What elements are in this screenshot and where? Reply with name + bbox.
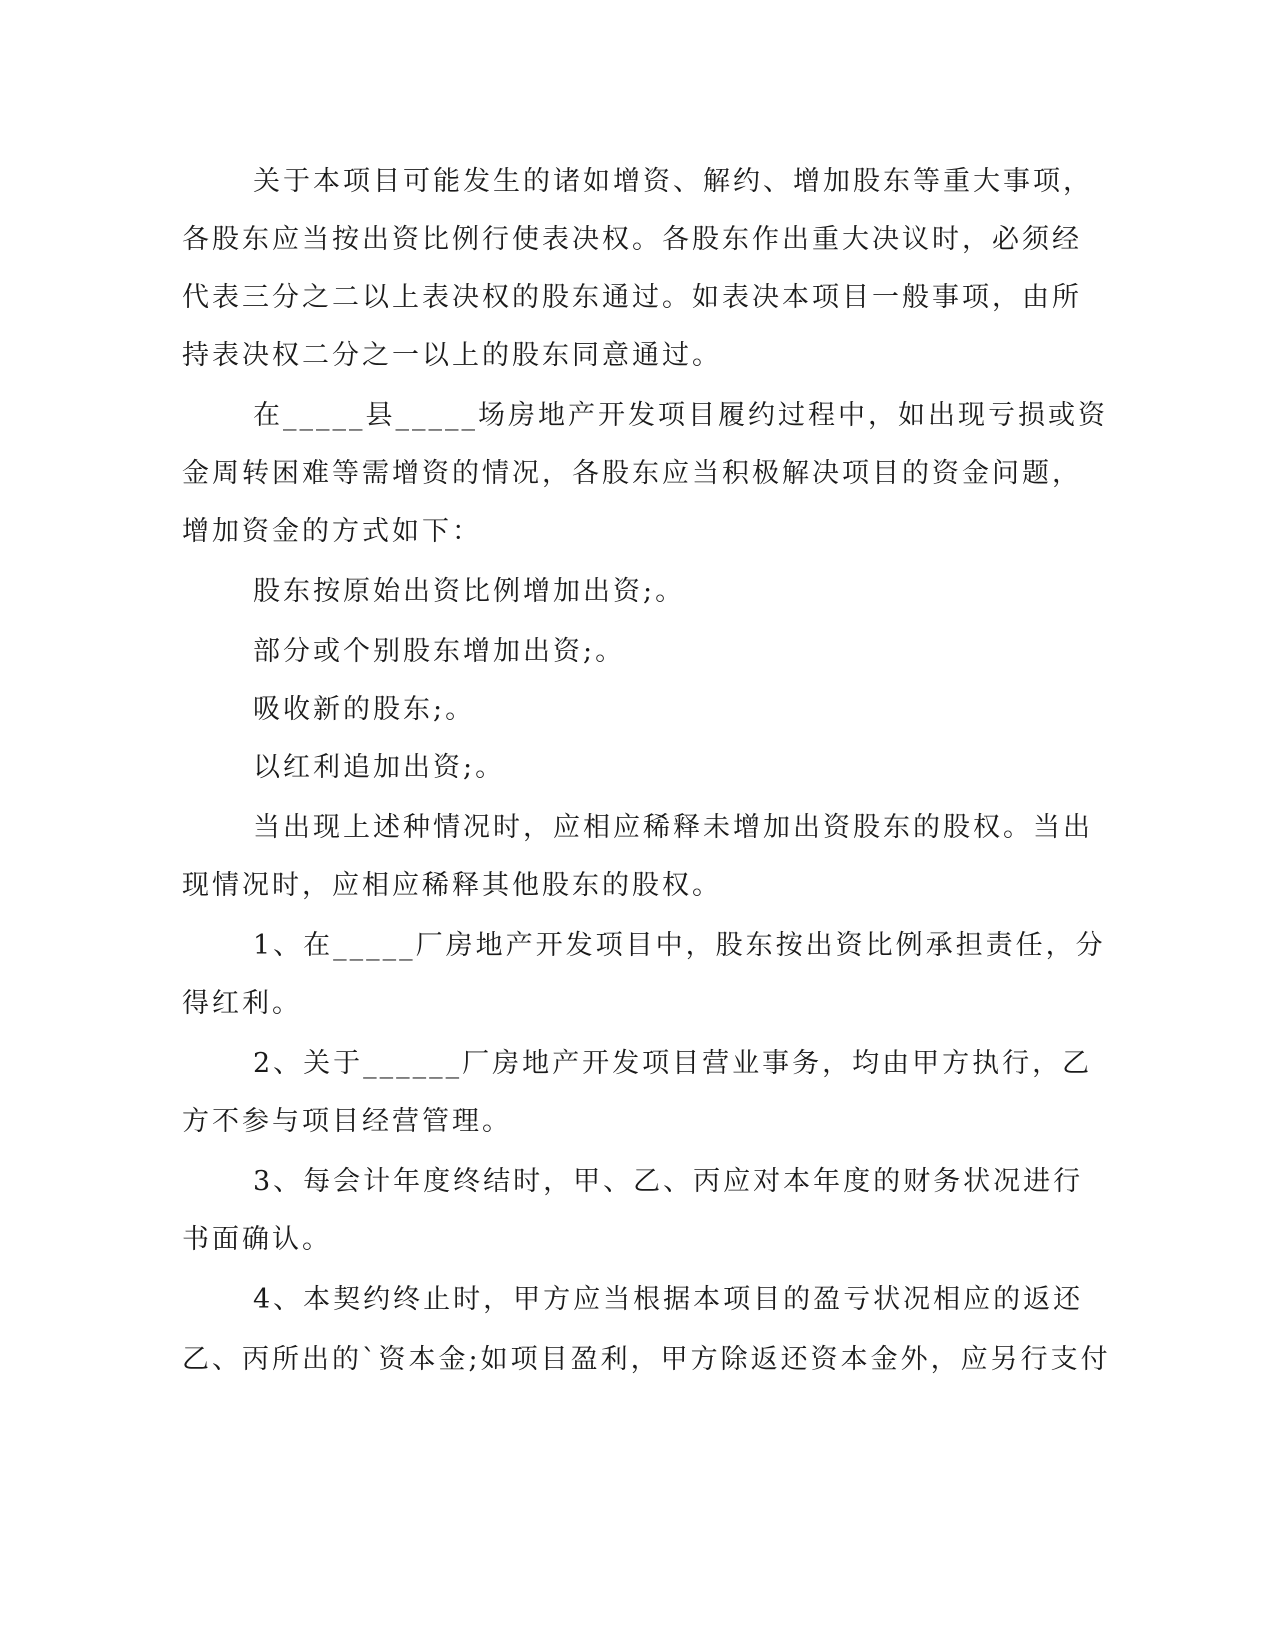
text-line: 各股东应当按出资比例行使表决权。各股东作出重大决议时，必须经 — [182, 224, 1082, 255]
clause-line: 3、每会计年度终结时，甲、乙、丙应对本年度的财务状况进行 — [253, 1166, 1084, 1197]
clause-line: 方不参与项目经营管理。 — [182, 1106, 512, 1137]
list-item: 股东按原始出资比例增加出资;。 — [253, 576, 686, 607]
clause-line: 乙、丙所出的`资本金;如项目盈利，甲方除返还资本金外，应另行支付 — [182, 1344, 1111, 1375]
text-line: 关于本项目可能发生的诸如增资、解约、增加股东等重大事项， — [253, 166, 1093, 197]
list-item: 吸收新的股东;。 — [253, 694, 476, 725]
text-line: 增加资金的方式如下： — [182, 516, 482, 547]
clause-line: 得红利。 — [182, 988, 302, 1019]
text-line: 金周转困难等需增资的情况，各股东应当积极解决项目的资金问题， — [182, 458, 1082, 489]
text-line: 当出现上述种情况时，应相应稀释未增加出资股东的股权。当出 — [253, 812, 1093, 843]
clause-line: 4、本契约终止时，甲方应当根据本项目的盈亏状况相应的返还 — [253, 1284, 1084, 1315]
clause-line: 2、关于______厂房地产开发项目营业事务，均由甲方执行，乙 — [253, 1048, 1093, 1079]
list-item: 以红利追加出资;。 — [253, 752, 506, 783]
clause-line: 书面确认。 — [182, 1224, 332, 1255]
text-line: 持表决权二分之一以上的股东同意通过。 — [182, 340, 722, 371]
clause-line: 1、在_____厂房地产开发项目中，股东按出资比例承担责任，分 — [253, 930, 1106, 961]
text-line: 在_____县_____场房地产开发项目履约过程中，如出现亏损或资 — [253, 400, 1108, 431]
text-line: 代表三分之二以上表决权的股东通过。如表决本项目一般事项，由所 — [182, 282, 1082, 313]
text-line: 现情况时，应相应稀释其他股东的股权。 — [182, 870, 722, 901]
list-item: 部分或个别股东增加出资;。 — [253, 636, 626, 667]
